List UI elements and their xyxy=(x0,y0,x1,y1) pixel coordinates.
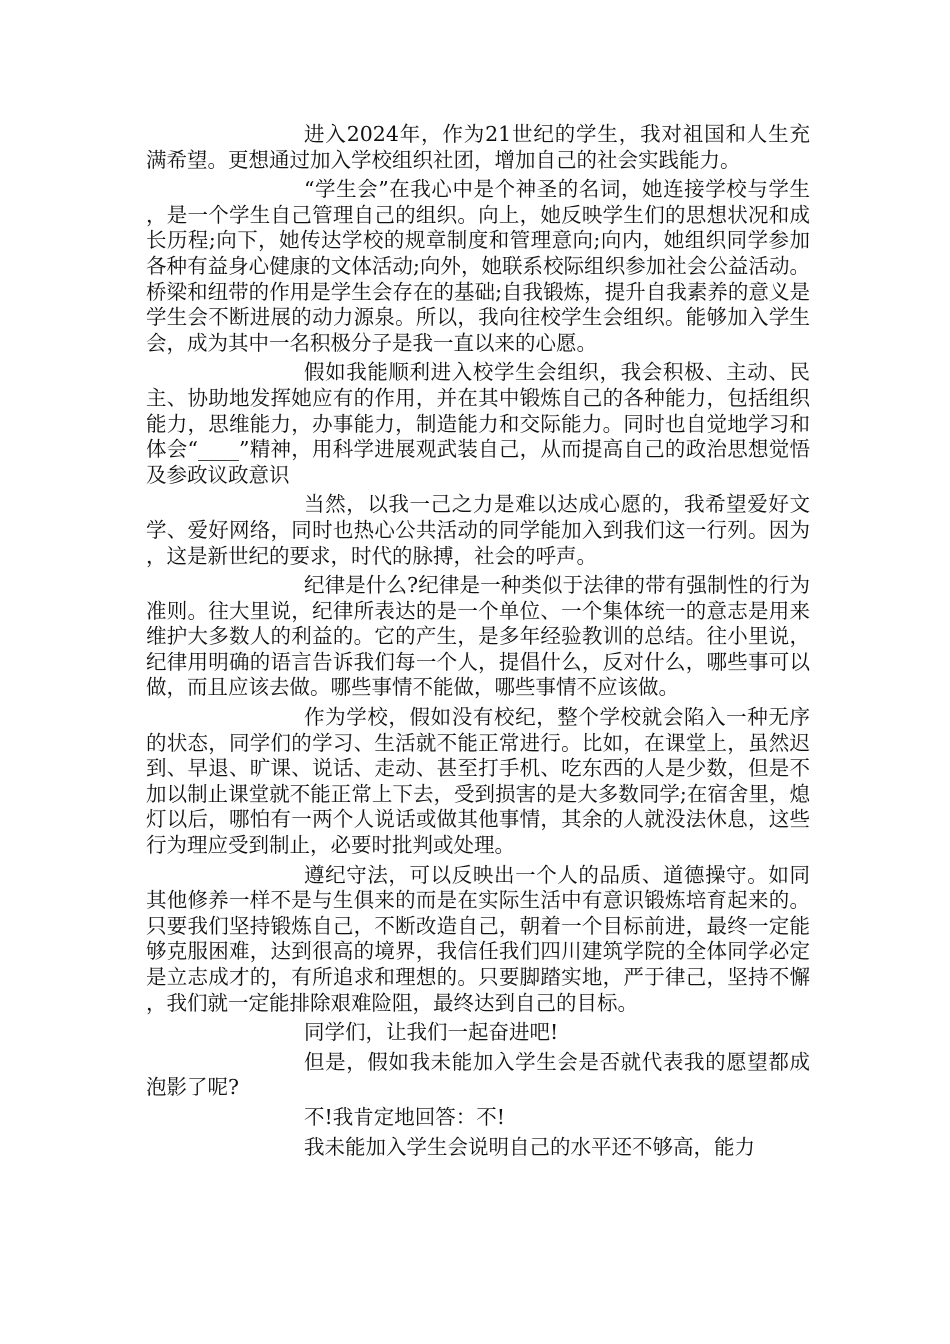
document-body xyxy=(146,122,810,1164)
paragraph-11: 我未能加入学生会说明自己的水平还不够高，能力 xyxy=(304,1134,755,1159)
paragraph-9: 但是，假如我未能加入学生会是否就代表我的愿望都成泡影了呢? xyxy=(146,1049,810,1100)
paragraph-5: 纪律是什么?纪律是一种类似于法律的带有强制性的行为准则。往大里说，纪律所表达的是一个单位、一个集体统一的意志是用来维护大多数人的利益的。它的产生，是多年经验教训的总结。往小里说，纪律用明确的语言告诉我们每一个人，提倡什么，反对什么，哪些事可以做，而且应该去做。哪些事情不能做，哪些事情不应该做。 xyxy=(146,573,810,700)
paragraph-1: 进入2024年，作为21世纪的学生，我对祖国和人生充满希望。更想通过加入学校组织社团，增加自己的社会实践能力。 xyxy=(146,122,810,172)
paragraph-2: “学生会”在我心中是个神圣的名词，她连接学校与学生，是一个学生自己管理自己的组织。向上，她反映学生们的思想状况和成长历程;向下，她传达学校的规章制度和管理意向;向内，她组织同学参加各种有益身心健康的文体活动;向外，她联系校际组织参加社会公益活动。桥梁和纽带的作用是学生会存在的基础;自我锻炼，提升自我素养的意义是学生会不断进展的动力源泉。所以，我向往校学生会组织。能够加入学生会，成为其中一名积极分子是我一直以来的心愿。 xyxy=(146,177,810,355)
paragraph-3: 假如我能顺利进入校学生会组织，我会积极、主动、民主、协助地发挥她应有的作用，并在其中锻炼自己的各种能力，包括组织能力，思维能力，办事能力，制造能力和交际能力。同时也自觉地学习和体会“____”精神，用科学进展观武装自己，从而提高自己的政治思想觉悟及参政议政意识 xyxy=(146,360,810,487)
paragraph-7: 遵纪守法，可以反映出一个人的品质、道德操守。如同其他修养一样不是与生俱来的而是在实际生活中有意识锻炼培育起来的。只要我们坚持锻炼自己，不断改造自己，朝着一个目标前进，最终一定能够克服困难，达到很高的境界，我信任我们四川建筑学院的全体同学必定是立志成才的，有所追求和理想的。只要脚踏实地，严于律己，坚持不懈，我们就一定能排除艰难险阻，最终达到自己的目标。 xyxy=(146,862,810,1015)
paragraph-8: 同学们，让我们一起奋进吧! xyxy=(304,1020,559,1045)
paragraph-4: 当然，以我一己之力是难以达成心愿的，我希望爱好文学、爱好网络，同时也热心公共活动的同学能加入到我们这一行列。因为，这是新世纪的要求，时代的脉搏，社会的呼声。 xyxy=(146,492,810,568)
paragraph-10: 不!我肯定地回答：不! xyxy=(304,1104,505,1129)
paragraph-6: 作为学校，假如没有校纪，整个学校就会陷入一种无序的状态，同学们的学习、生活就不能正常进行。比如，在课堂上，虽然迟到、早退、旷课、说话、走动、甚至打手机、吃东西的人是少数，但是不加以制止课堂就不能正常上下去，受到损害的是大多数同学;在宿舍里，熄灯以后，哪怕有一两个人说话或做其他事情，其余的人就没法休息，这些行为理应受到制止，必要时批判或处理。 xyxy=(146,705,810,858)
